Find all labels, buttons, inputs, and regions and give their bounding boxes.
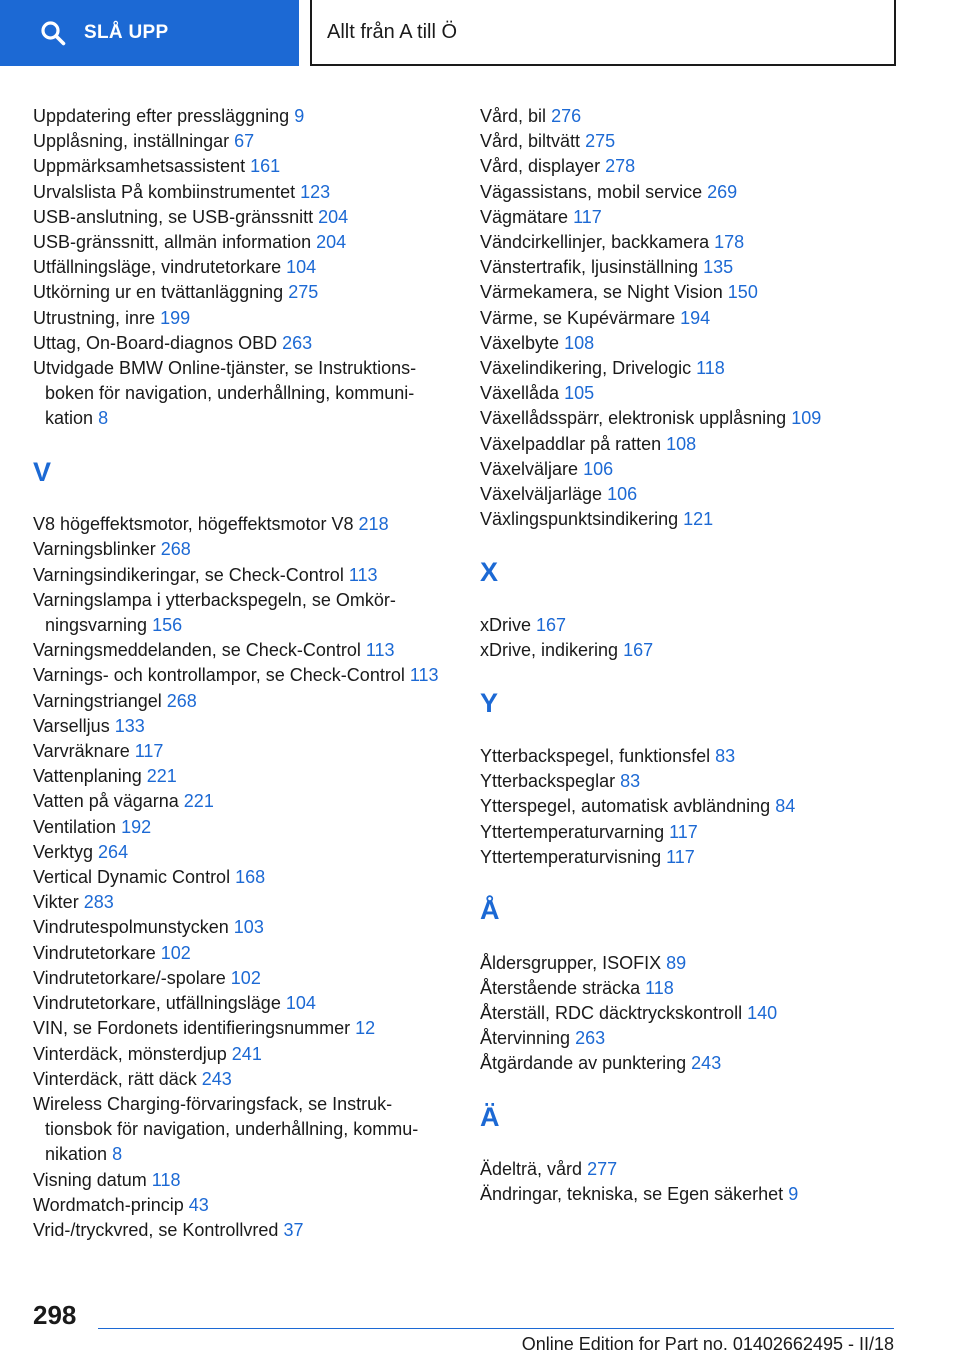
- index-entry: [33, 1016, 453, 1041]
- index-entry-text: Utkörning ur en tvättanläggning: [33, 282, 284, 303]
- index-entry: [33, 331, 453, 356]
- index-column-left: [33, 104, 453, 1243]
- page-link[interactable]: 204: [318, 206, 349, 227]
- index-column-right: [480, 104, 920, 1208]
- section-letter: Å: [480, 895, 500, 926]
- page-number: 298: [33, 1300, 77, 1330]
- footer-edition: Online Edition for Part no. 01402662495 - II/18: [521, 1334, 894, 1354]
- index-entry: [33, 563, 453, 588]
- index-entry-text: Ändringar, tekniska, se Egen säkerhet: [480, 1184, 784, 1205]
- index-entry-text: Vinterdäck, rätt däck: [33, 1068, 197, 1089]
- index-entry: [33, 1092, 453, 1168]
- section-letter: Y: [480, 688, 499, 719]
- page-link[interactable]: 9: [788, 1184, 799, 1205]
- index-entry: [480, 230, 920, 255]
- page-link[interactable]: 117: [666, 846, 695, 867]
- index-entry-text: Vägmätare: [480, 206, 569, 227]
- index-entry: [33, 104, 453, 129]
- page-link[interactable]: 283: [83, 892, 114, 913]
- index-entry: [33, 840, 453, 865]
- index-entry: [33, 154, 453, 179]
- index-entry-text: Vänstertrafik, ljusinställning: [480, 257, 699, 278]
- index-entry: [480, 845, 920, 870]
- index-entry: [480, 1051, 920, 1076]
- index-entry: [33, 230, 453, 255]
- index-entry: [480, 306, 920, 331]
- page-link[interactable]: 275: [288, 282, 319, 303]
- index-entry: [33, 966, 453, 991]
- index-entry: [33, 915, 453, 940]
- page-link[interactable]: 263: [282, 332, 313, 353]
- page-link[interactable]: 108: [564, 332, 595, 353]
- page-link[interactable]: 221: [183, 791, 214, 812]
- search-icon: [40, 20, 66, 46]
- page-link[interactable]: 269: [707, 181, 738, 202]
- index-entry-text: Vård, bil: [480, 106, 547, 126]
- page-link[interactable]: 123: [300, 181, 331, 202]
- page-link[interactable]: 167: [536, 615, 567, 636]
- page-link[interactable]: 263: [575, 1028, 606, 1049]
- page-link[interactable]: 113: [348, 564, 378, 585]
- page-link[interactable]: 178: [714, 232, 745, 253]
- index-entry-text: Varselljus: [33, 715, 110, 736]
- index-entry: [480, 381, 920, 406]
- page-link[interactable]: 9: [294, 106, 305, 126]
- index-entry: [33, 1168, 453, 1193]
- page-link[interactable]: 108: [666, 433, 697, 454]
- page-link[interactable]: 117: [134, 741, 164, 762]
- page-link[interactable]: 268: [160, 539, 191, 560]
- index-entry: [480, 205, 920, 230]
- index-entry: [480, 638, 920, 663]
- index-entry-text: Värmekamera, se Night Vision: [480, 282, 723, 303]
- index-entry-text: Varningsmeddelanden, se Check-Control: [33, 640, 361, 661]
- index-entry: [33, 588, 453, 638]
- page-link[interactable]: 8: [112, 1144, 123, 1165]
- page-link[interactable]: 118: [645, 977, 674, 998]
- index-entry-text: Vindrutetorkare, utfällningsläge: [33, 993, 281, 1014]
- index-entry: [480, 1001, 920, 1026]
- index-entry: [33, 1067, 453, 1092]
- index-entry-text: Wordmatch-princip: [33, 1194, 184, 1215]
- index-entry: [480, 1157, 920, 1182]
- index-entry: [480, 976, 920, 1001]
- index-entry-text: Åldersgrupper, ISOFIX: [480, 952, 662, 973]
- page-link[interactable]: 275: [585, 131, 616, 152]
- index-entry-text: Åtgärdande av punktering: [480, 1053, 687, 1074]
- index-entry-text: Varningsblinker: [33, 539, 156, 560]
- index-entry: [33, 991, 453, 1016]
- index-entry: [480, 744, 920, 769]
- index-entry-text: Varningstriangel: [33, 690, 162, 711]
- index-entry: [480, 255, 920, 280]
- index-entry: [33, 512, 453, 537]
- page-link[interactable]: 104: [285, 993, 316, 1014]
- index-entry-text: Vinterdäck, mönsterdjup: [33, 1043, 227, 1064]
- index-entry-text: Återställ, RDC däcktryckskontroll: [480, 1003, 743, 1024]
- index-entry: [33, 280, 453, 305]
- index-entry-text: Ventilation: [33, 816, 117, 837]
- page-link[interactable]: 67: [234, 131, 255, 152]
- page-link[interactable]: 268: [166, 690, 197, 711]
- index-entry: [480, 280, 920, 305]
- index-entry: [33, 714, 453, 739]
- page-link[interactable]: 106: [607, 484, 638, 505]
- page-link[interactable]: 118: [151, 1169, 181, 1190]
- page-link[interactable]: 241: [231, 1043, 262, 1064]
- page-link[interactable]: 192: [121, 816, 152, 837]
- page-link[interactable]: 133: [114, 715, 145, 736]
- index-entry-text: Uppdatering efter pressläggning: [33, 106, 290, 126]
- index-entry-text: Varningsindikeringar, se Check-Control: [33, 564, 344, 585]
- index-entry: [480, 432, 920, 457]
- page-link[interactable]: 84: [775, 796, 796, 817]
- index-entry: [33, 1218, 453, 1243]
- index-entry: [480, 406, 920, 431]
- index-entry-text: Växelindikering, Drivelogic: [480, 358, 692, 379]
- header-title-box: [312, 0, 896, 66]
- index-entry-text: Växelbyte: [480, 332, 560, 353]
- index-entry: [480, 1026, 920, 1051]
- index-entry: [33, 865, 453, 890]
- page-link[interactable]: 150: [727, 282, 758, 303]
- index-entry: [33, 537, 453, 562]
- page-link[interactable]: 89: [666, 952, 687, 973]
- index-entry-text: Vård, biltvätt: [480, 131, 581, 152]
- page-link[interactable]: 103: [233, 917, 264, 938]
- index-entry-text: Vindrutetorkare: [33, 942, 156, 963]
- index-entry: [33, 789, 453, 814]
- index-entry: [33, 255, 453, 280]
- index-entry: [480, 457, 920, 482]
- page-link[interactable]: 37: [283, 1219, 304, 1240]
- index-entry-text: USB-anslutning, se USB-gränssnitt: [33, 206, 314, 227]
- index-entry-text: xDrive: [480, 615, 532, 636]
- index-entry-text: Utfällningsläge, vindrutetorkare: [33, 257, 282, 278]
- page-link[interactable]: 113: [365, 640, 395, 661]
- search-label: SLÅ UPP: [84, 22, 169, 43]
- index-entry-text: Wireless Charging-förvaringsfack, se Instruktionsbok för navigation, underhållning, kommunikation: [33, 1093, 419, 1165]
- page-link[interactable]: 118: [696, 358, 725, 379]
- page-link[interactable]: 243: [691, 1053, 722, 1074]
- index-entry: [480, 820, 920, 845]
- index-entry: [480, 356, 920, 381]
- index-entry: [480, 951, 920, 976]
- index-entry-text: Uttag, On-Board-diagnos OBD: [33, 332, 278, 353]
- index-entry: [480, 104, 920, 129]
- page-link[interactable]: 12: [355, 1018, 376, 1039]
- index-entry-text: Växelväljarläge: [480, 484, 603, 505]
- page-link[interactable]: 140: [747, 1003, 778, 1024]
- page-link[interactable]: 264: [98, 841, 129, 862]
- index-entry: [480, 613, 920, 638]
- page-link[interactable]: 83: [620, 771, 641, 792]
- index-entry: [33, 306, 453, 331]
- index-entry-text: Varvräknare: [33, 741, 130, 762]
- index-entry: [33, 663, 453, 688]
- page-link[interactable]: 199: [160, 307, 191, 328]
- page-link[interactable]: 168: [235, 867, 266, 888]
- index-entry-text: Vattenplaning: [33, 766, 142, 787]
- index-entry-text: Återstående sträcka: [480, 977, 641, 998]
- index-entry-text: Vatten på vägarna: [33, 791, 179, 812]
- index-entry-text: Växelpaddlar på ratten: [480, 433, 662, 454]
- page-link[interactable]: 8: [98, 408, 109, 429]
- index-entry-text: Värme, se Kupévärmare: [480, 307, 676, 328]
- index-entry: [33, 205, 453, 230]
- index-entry-text: Vändcirkellinjer, backkamera: [480, 232, 710, 253]
- page-link[interactable]: 243: [201, 1068, 232, 1089]
- index-entry: [33, 129, 453, 154]
- index-entry-text: Vikter: [33, 892, 79, 913]
- index-entry-text: Återvinning: [480, 1028, 571, 1049]
- index-entry: [33, 1193, 453, 1218]
- index-entry: [480, 129, 920, 154]
- page-link[interactable]: 194: [680, 307, 711, 328]
- section-letter: V: [33, 456, 52, 487]
- index-entry-text: Utrustning, inre: [33, 307, 156, 328]
- index-entry-text: VIN, se Fordonets identifieringsnummer: [33, 1018, 351, 1039]
- page-link[interactable]: 109: [791, 408, 822, 429]
- page-link[interactable]: 105: [564, 383, 595, 404]
- index-entry: [33, 356, 453, 432]
- index-entry-text: Verktyg: [33, 841, 94, 862]
- index-entry-text: Växelväljare: [480, 458, 579, 479]
- index-entry-text: Urvalslista På kombiinstrumentet: [33, 181, 296, 202]
- index-entry: [33, 638, 453, 663]
- index-entry-text: Vrid-/tryckvred, se Kontrollvred: [33, 1219, 279, 1240]
- page-link[interactable]: 156: [152, 615, 183, 636]
- index-entry: [33, 941, 453, 966]
- index-entry: [480, 769, 920, 794]
- index-entry-text: xDrive, indikering: [480, 640, 619, 661]
- page-link[interactable]: 83: [715, 746, 736, 767]
- index-entry-text: Vertical Dynamic Control: [33, 867, 231, 888]
- index-entry: [480, 180, 920, 205]
- page-link[interactable]: 277: [587, 1159, 618, 1180]
- index-entry-text: Ädelträ, vård: [480, 1159, 583, 1180]
- page-link[interactable]: 106: [583, 458, 614, 479]
- index-entry-text: Ytterspegel, automatisk avbländning: [480, 796, 771, 817]
- index-entry-text: Yttertemperaturvarning: [480, 821, 665, 842]
- page-link[interactable]: 276: [551, 106, 582, 126]
- page-link[interactable]: 135: [703, 257, 734, 278]
- page-link[interactable]: 102: [160, 942, 191, 963]
- page-link[interactable]: 117: [669, 821, 698, 842]
- index-entry-text: Visning datum: [33, 1169, 147, 1190]
- index-entry-text: Vindrutespolmunstycken: [33, 917, 229, 938]
- index-entry-text: Växellådsspärr, elektronisk upplåsning: [480, 408, 787, 429]
- index-entry-text: Varnings- och kontrollampor, se Check-Control: [33, 665, 405, 686]
- index-entry-text: Vård, displayer: [480, 156, 601, 177]
- index-entry: [480, 507, 920, 532]
- index-entry-text: Ytterbackspegel, funktionsfel: [480, 746, 711, 767]
- index-entry: [33, 815, 453, 840]
- section-letter: Ä: [480, 1101, 500, 1132]
- index-entry: [33, 890, 453, 915]
- page-link[interactable]: 117: [573, 206, 602, 227]
- index-entry: [33, 180, 453, 205]
- section-letter: X: [480, 557, 499, 588]
- index-entry: [33, 764, 453, 789]
- page-link[interactable]: 221: [146, 766, 177, 787]
- index-entry-text: Ytterbackspeglar: [480, 771, 616, 792]
- index-entry-text: V8 högeffektsmotor, högeffektsmotor V8: [33, 514, 354, 535]
- index-entry: [480, 794, 920, 819]
- footer-divider: [98, 1328, 894, 1329]
- page-link[interactable]: 278: [605, 156, 636, 177]
- page-link[interactable]: 161: [250, 156, 281, 177]
- index-entry-text: Utvidgade BMW Online-tjänster, se Instruktionsboken för navigation, underhållning, kommunikation: [33, 358, 417, 429]
- index-entry: [33, 1042, 453, 1067]
- index-entry-text: Vindrutetorkare/-spolare: [33, 967, 226, 988]
- page-link[interactable]: 102: [230, 967, 261, 988]
- index-entry-text: Uppmärksamhetsassistent: [33, 156, 246, 177]
- index-entry-text: Upplåsning, inställningar: [33, 131, 230, 152]
- page-link[interactable]: 113: [409, 665, 439, 686]
- index-entry-text: Vägassistans, mobil service: [480, 181, 703, 202]
- header: [0, 0, 960, 66]
- index-entry-text: Yttertemperaturvisning: [480, 846, 662, 867]
- search-button[interactable]: [0, 0, 299, 66]
- index-entry: [480, 482, 920, 507]
- index-entry-text: Växlingspunktsindikering: [480, 509, 679, 530]
- index-entry-text: Växellåda: [480, 383, 560, 404]
- index-entry-text: USB-gränssnitt, allmän information: [33, 232, 312, 253]
- page-link[interactable]: 167: [623, 640, 654, 661]
- page-link[interactable]: 204: [316, 232, 347, 253]
- page-link[interactable]: 121: [683, 509, 714, 530]
- index-entry: [33, 739, 453, 764]
- page-link[interactable]: 104: [286, 257, 317, 278]
- page-link[interactable]: 218: [358, 514, 389, 535]
- index-entry: [33, 689, 453, 714]
- index-entry: [480, 154, 920, 179]
- page-title: Allt från A till Ö: [327, 20, 458, 43]
- index-entry-text: Varningslampa i ytterbackspegeln, se Omkörningsvarning: [33, 589, 396, 636]
- index-entry: [480, 1182, 920, 1207]
- page-link[interactable]: 43: [188, 1194, 209, 1215]
- index-entry: [480, 331, 920, 356]
